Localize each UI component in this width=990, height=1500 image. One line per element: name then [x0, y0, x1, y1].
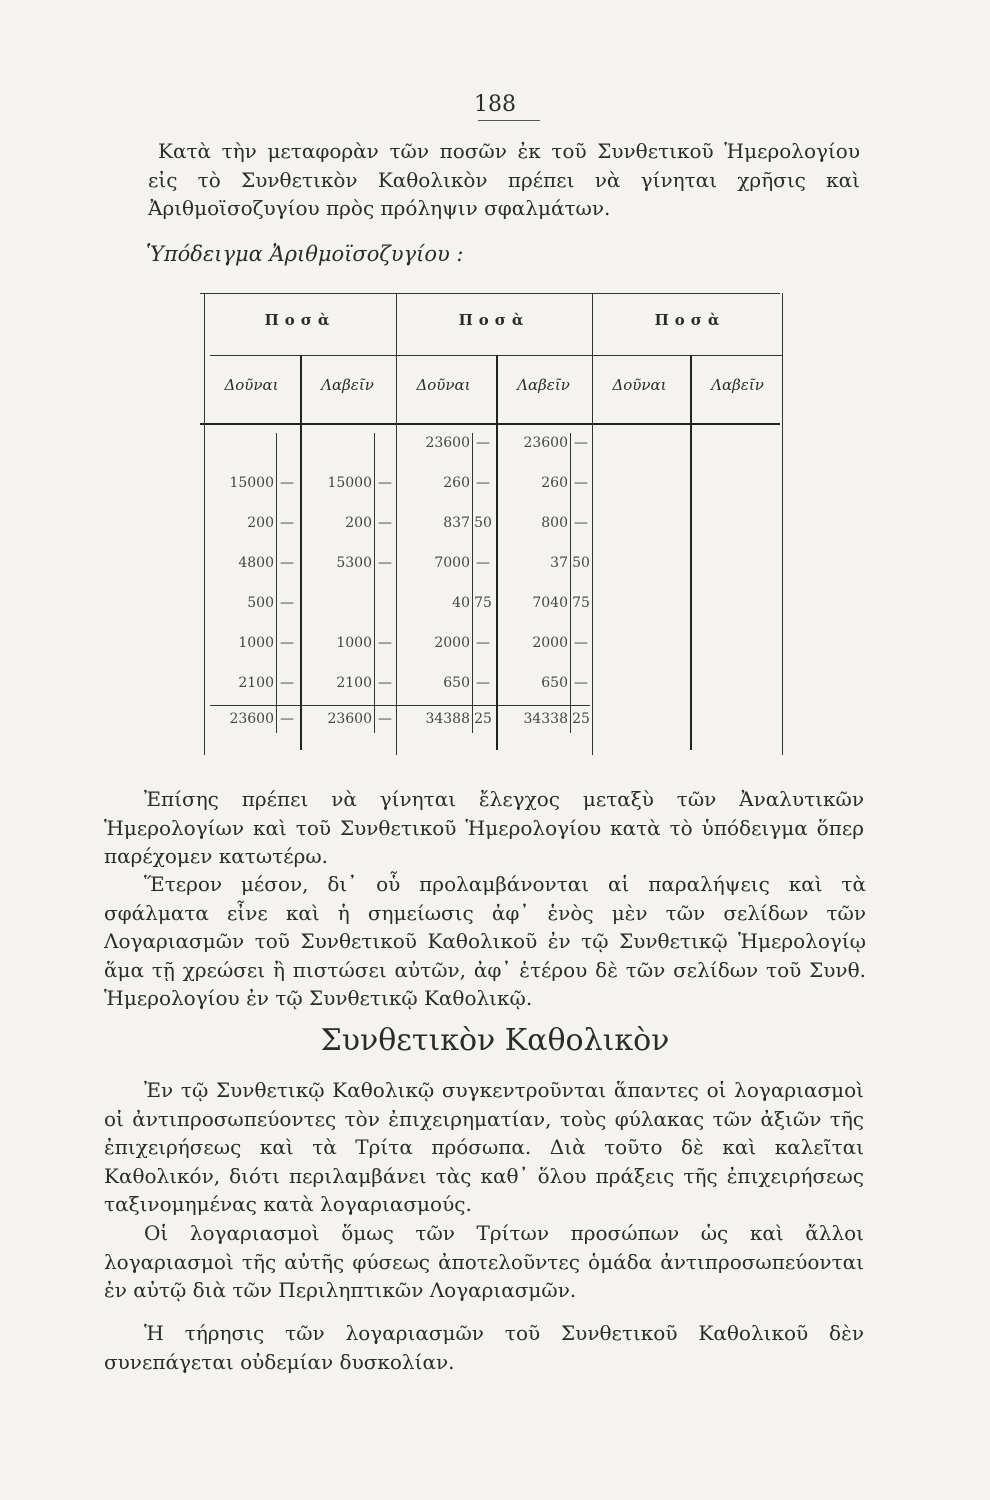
- table-cell-amount: 2000: [532, 635, 568, 651]
- subheader-take-1: Λαβεῖν: [321, 376, 374, 394]
- sub-divider-2: [496, 355, 498, 750]
- table-cell-amount: 34388: [425, 711, 470, 727]
- table-cell-cents: —: [280, 711, 294, 727]
- table-cell-cents: —: [280, 595, 294, 611]
- table-cell-cents: —: [378, 675, 392, 691]
- paragraph-check: Ἐπίσης πρέπει νὰ γίνηται ἔλεγχος μεταξὺ τῶν Ἀναλυτικῶν Ἡμερολογίων καὶ τοῦ Συνθετικοῦ Ἡμερολογίου κατὰ τὸ ὑπόδειγμα ὅπερ παρέχομεν κατωτέρω.: [104, 787, 864, 868]
- table-cell-cents: —: [476, 435, 490, 451]
- table-cell-cents: —: [378, 635, 392, 651]
- section-title: Συνθετικὸν Καθολικὸν: [320, 1023, 670, 1058]
- table-cell-cents: —: [378, 555, 392, 571]
- table-cell-amount: 15000: [327, 475, 372, 491]
- table-cell-amount: 23600: [425, 435, 470, 451]
- subheader-take-3: Λαβεῖν: [711, 376, 764, 394]
- example-heading: Ὑπόδειγμα Ἀριθμοϊσοζυγίου :: [146, 242, 464, 266]
- table-cell-amount: 4800: [238, 555, 274, 571]
- table-cell-amount: 650: [541, 675, 568, 691]
- paragraph-other-means: Ἕτερον μέσον, δι᾽ οὗ προλαμβάνονται αἱ παραλήψεις καὶ τὰ σφάλματα εἶνε καὶ ἡ σημείωσις ἀφ᾽ ἑνὸς μὲν τῶν σελίδων τῶν Λογαριασμῶν τοῦ Συνθετικοῦ Καθολικοῦ ἐν τῷ Συνθετικῷ Ἡμερολογίῳ ἅμα τῇ χρεώσει ἢ πιστώσει αὐτῶν, ἀφ᾽ ἑτέρου δὲ τῶν σελίδων τοῦ Συνθ. Ἡμερολογίου ἐν τῷ Συνθετικῷ Καθολικῷ.: [104, 872, 866, 1010]
- table-cell-amount: 200: [247, 515, 274, 531]
- table-cell-amount: 500: [247, 595, 274, 611]
- table-cell-cents: —: [574, 515, 588, 531]
- subheader-give-2: Δοῦναι: [416, 376, 471, 394]
- subheader-take-2: Λαβεῖν: [517, 376, 570, 394]
- cents-rule: [472, 433, 473, 733]
- table-cell-amount: 800: [541, 515, 568, 531]
- table-cell-cents: 50: [474, 515, 492, 531]
- table-cell-amount: 260: [443, 475, 470, 491]
- table-cell-amount: 15000: [229, 475, 274, 491]
- table-cell-amount: 650: [443, 675, 470, 691]
- page-number-rule: [478, 120, 540, 121]
- table-left-border: [204, 293, 205, 755]
- sub-divider-3: [690, 355, 692, 750]
- table-cell-amount: 23600: [523, 435, 568, 451]
- subheader-give-3: Δοῦναι: [612, 376, 667, 394]
- cents-rule: [374, 433, 375, 733]
- paragraph-ledger: Ἐν τῷ Συνθετικῷ Καθολικῷ συγκεντροῦνται ἅπαντες οἱ λογαριασμοὶ οἱ ἀντιπροσωπεύοντες τὸν ἐπιχειρηματίαν, τοὺς φύλακας τῶν ἀξιῶν τῆς ἐπιχειρήσεως καὶ τὰ Τρίτα πρόσωπα. Διὰ τοῦτο δὲ καὶ καλεῖται Καθολικόν, διότι περιλαμβάνει τὰς καθ᾽ ὅλου πράξεις τῆς ἐπιχειρήσεως ταξινομημένας κατὰ λογαριασμούς.: [104, 1078, 864, 1216]
- table-cell-cents: 25: [474, 711, 492, 727]
- table-cell-amount: 1000: [238, 635, 274, 651]
- table-cell-cents: 75: [572, 595, 590, 611]
- page-number: 188: [474, 92, 516, 117]
- table-cell-cents: 75: [474, 595, 492, 611]
- total-rule: [210, 705, 590, 706]
- table-cell-cents: —: [280, 555, 294, 571]
- table-cell-amount: 2100: [238, 675, 274, 691]
- paragraph-accounts: Οἱ λογαριασμοὶ ὅμως τῶν Τρίτων προσώπων ὡς καὶ ἄλλοι λογαριασμοὶ τῆς αὐτῆς φύσεως ἀποτελοῦντες ὁμάδα ἀντιπροσωπεύονται ἐν αὐτῷ διὰ τῶν Περιληπτικῶν Λογαριασμῶν.: [104, 1221, 864, 1302]
- table-cell-amount: 40: [452, 595, 470, 611]
- table-cell-cents: —: [280, 635, 294, 651]
- paragraph-intro: Κατὰ τὴν μεταφορὰν τῶν ποσῶν ἐκ τοῦ Συνθετικοῦ Ἡμερολογίου εἰς τὸ Συνθετικὸν Καθολικὸν πρέπει νὰ γίνηται χρῆσις καὶ Ἀριθμοϊσοζυγίου πρὸς πρόληψιν σφαλμάτων.: [148, 139, 860, 220]
- table-cell-cents: 50: [572, 555, 590, 571]
- table-cell-cents: —: [476, 675, 490, 691]
- table-cell-cents: —: [574, 435, 588, 451]
- table-cell-amount: 1000: [336, 635, 372, 651]
- table-cell-cents: —: [378, 711, 392, 727]
- paragraph-keeping: Ἡ τήρησις τῶν λογαριασμῶν τοῦ Συνθετικοῦ Καθολικοῦ δὲν συνεπάγεται οὐδεμίαν δυσκολίαν.: [104, 1321, 864, 1374]
- table-cell-cents: —: [574, 675, 588, 691]
- table-cell-cents: —: [574, 475, 588, 491]
- group-header-1: Ποσὰ: [264, 311, 336, 329]
- table-cell-cents: 25: [572, 711, 590, 727]
- table-header-rule: [200, 423, 780, 425]
- table-cell-amount: 37: [550, 555, 568, 571]
- table-cell-amount: 260: [541, 475, 568, 491]
- table-cell-amount: 5300: [336, 555, 372, 571]
- table-cell-amount: 200: [345, 515, 372, 531]
- table-cell-cents: —: [574, 635, 588, 651]
- group-header-2: Ποσὰ: [458, 311, 530, 329]
- table-cell-amount: 7040: [532, 595, 568, 611]
- table-cell-amount: 7000: [434, 555, 470, 571]
- group-divider-2: [592, 293, 593, 755]
- table-cell-amount: 2100: [336, 675, 372, 691]
- group-header-3: Ποσὰ: [654, 311, 726, 329]
- table-cell-cents: —: [476, 555, 490, 571]
- table-cell-amount: 23600: [327, 711, 372, 727]
- table-right-border: [782, 293, 783, 755]
- table-cell-cents: —: [378, 515, 392, 531]
- table-cell-cents: —: [476, 475, 490, 491]
- table-cell-cents: —: [476, 635, 490, 651]
- table-top-rule: [200, 293, 780, 294]
- table-cell-amount: 23600: [229, 711, 274, 727]
- table-cell-cents: —: [378, 475, 392, 491]
- group-divider-1: [396, 293, 397, 755]
- sub-divider-1: [300, 355, 302, 750]
- table-cell-cents: —: [280, 515, 294, 531]
- table-cell-amount: 34338: [523, 711, 568, 727]
- table-cell-amount: 837: [443, 515, 470, 531]
- cents-rule: [570, 433, 571, 733]
- trial-balance-table: [200, 293, 800, 763]
- subheader-give-1: Δοῦναι: [224, 376, 279, 394]
- table-cell-cents: —: [280, 675, 294, 691]
- table-cell-cents: —: [280, 475, 294, 491]
- table-cell-amount: 2000: [434, 635, 470, 651]
- cents-rule: [276, 433, 277, 733]
